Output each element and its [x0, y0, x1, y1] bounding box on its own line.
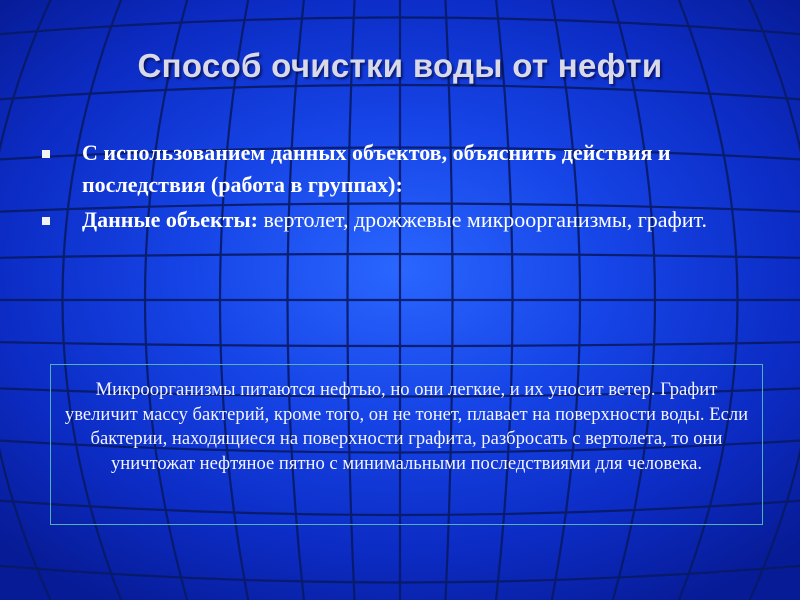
- bullet-objects-list: вертолет, дрожжевые микроорганизмы, графит.: [257, 207, 707, 232]
- bullet-list: [38, 137, 768, 239]
- square-bullet-icon: [42, 150, 50, 158]
- bullet-task-text: С использованием данных объектов, объяснить действия и последствия (работа в группах):: [82, 140, 671, 197]
- bullet-item-task: [38, 137, 768, 201]
- bullet-item-objects: [38, 204, 768, 236]
- answer-text-box: Микроорганизмы питаются нефтью, но они легкие, и их уносит ветер. Графит увеличит массу бактерий, кроме того, он не тонет, плавает на поверхности воды. Если бактерии, находящиеся на поверхности графита, разбросать с вертолета, то они уничтожат нефтяное пятно с минимальными последствиями для человека.: [50, 364, 763, 525]
- slide-title: Способ очистки воды от нефти: [137, 47, 663, 84]
- bullet-objects-label: Данные объекты:: [82, 207, 258, 232]
- square-bullet-icon: [42, 217, 50, 225]
